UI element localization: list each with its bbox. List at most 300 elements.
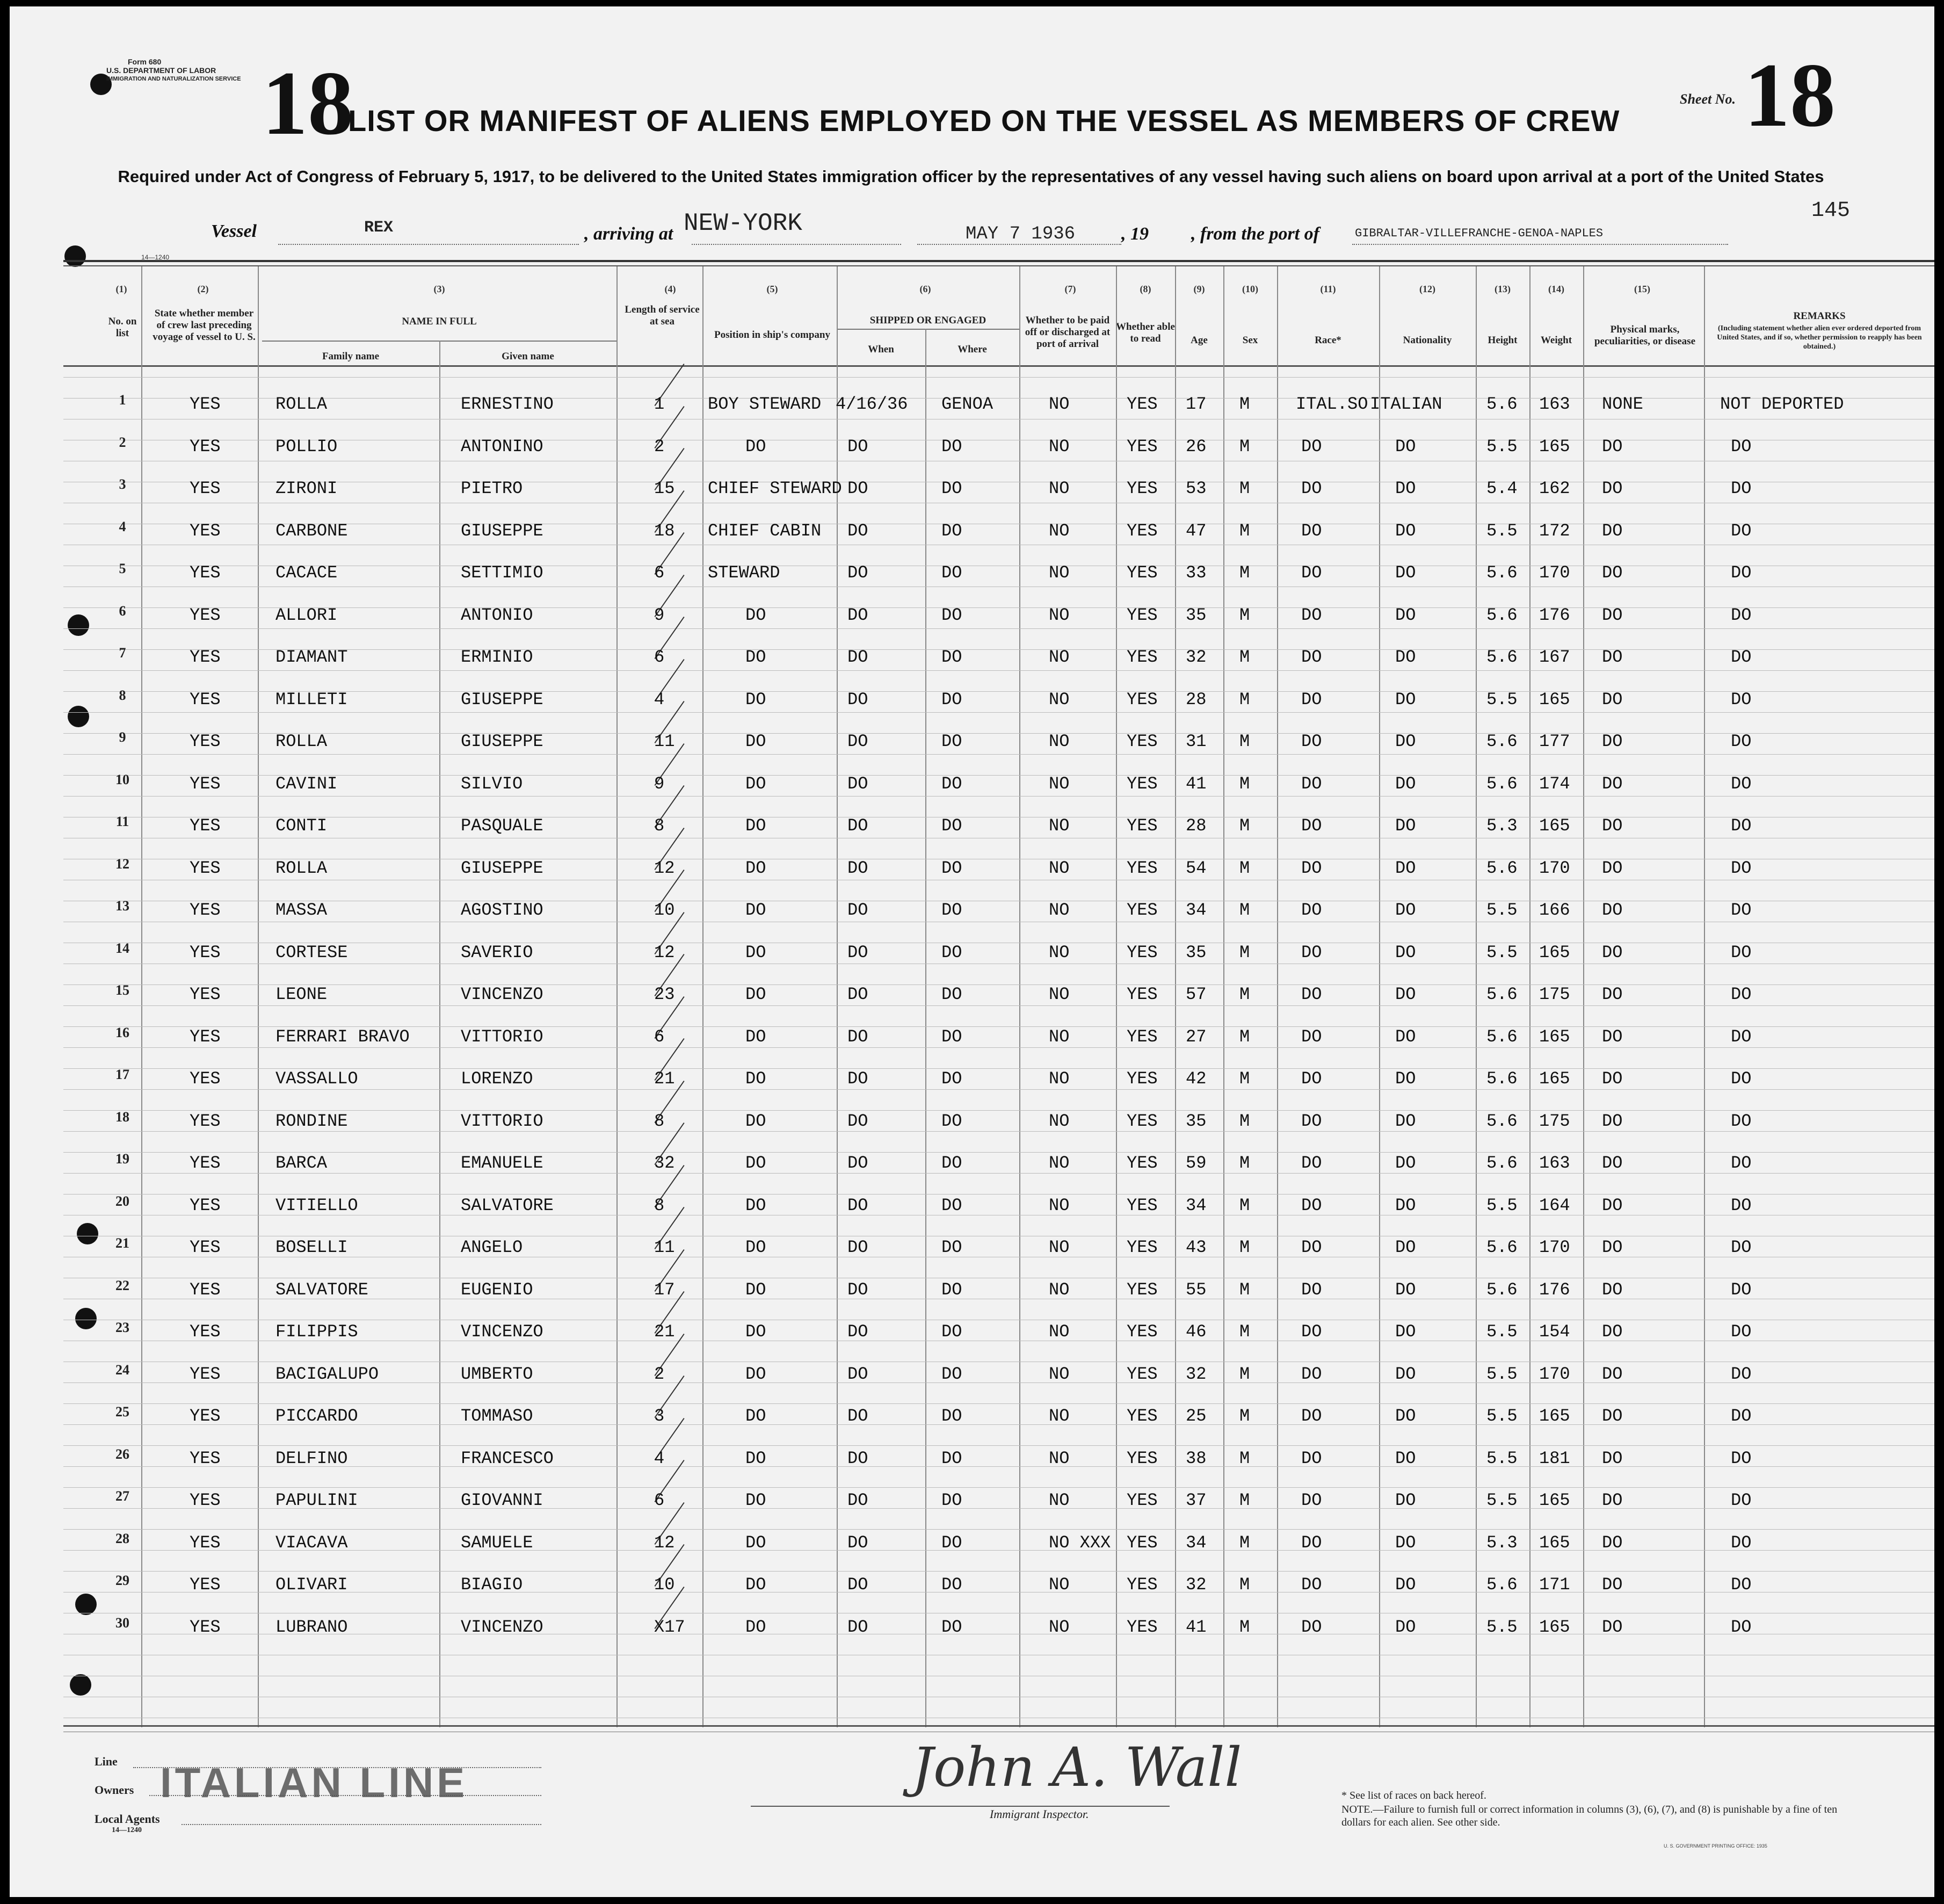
table-header	[10, 267, 1934, 375]
owners-label: Owners	[95, 1783, 134, 1797]
cell-service: 11	[654, 1237, 675, 1257]
cell-race: DO	[1301, 647, 1322, 667]
cell-family: PAPULINI	[275, 1490, 358, 1510]
cell-marks: DO	[1602, 1237, 1623, 1257]
cell-sex: M	[1239, 773, 1250, 794]
cell-read: YES	[1127, 563, 1158, 583]
cell-race: DO	[1301, 1069, 1322, 1089]
cell-service: 10	[654, 900, 675, 920]
row-number: 24	[115, 1362, 129, 1378]
cell-age: 32	[1186, 647, 1207, 667]
cell-where: DO	[941, 1153, 962, 1173]
cell-weight: 171	[1539, 1575, 1570, 1595]
cell-given: GIUSEPPE	[461, 689, 543, 710]
col-header-race: Race*	[1315, 335, 1341, 346]
grid-rule	[63, 796, 1934, 797]
cell-where: DO	[941, 1111, 962, 1131]
cell-when: DO	[847, 1364, 868, 1384]
col-header-given-name: Given name	[502, 351, 554, 362]
cell-family: OLIVARI	[275, 1575, 348, 1595]
cell-nat: DO	[1395, 1490, 1416, 1510]
row-number: 5	[119, 561, 126, 576]
cell-nat: DO	[1395, 647, 1416, 667]
cell-family: BACIGALUPO	[275, 1364, 379, 1384]
cell-weight: 165	[1539, 689, 1570, 710]
col-header-weight: Weight	[1540, 335, 1572, 346]
cell-service: 6	[654, 1490, 665, 1510]
page-title: LIST OR MANIFEST OF ALIENS EMPLOYED ON THE VESSEL AS MEMBERS OF CREW	[348, 104, 1620, 137]
cell-service: 11	[654, 732, 675, 751]
cell-paid: NO	[1049, 1237, 1070, 1257]
cell-paid: NO	[1049, 773, 1070, 794]
cell-nat: DO	[1395, 1448, 1416, 1468]
cell-nat: DO	[1395, 1364, 1416, 1384]
cell-remarks: DO	[1731, 1490, 1752, 1510]
cell-marks: DO	[1602, 1195, 1623, 1215]
cell-when: DO	[847, 1322, 868, 1342]
cell-service: 2	[654, 1364, 665, 1384]
cell-prev: YES	[190, 1279, 221, 1300]
cell-weight: 165	[1539, 1532, 1570, 1553]
cell-given: GIOVANNI	[461, 1490, 543, 1510]
cell-when: DO	[847, 479, 868, 498]
cell-prev: YES	[190, 1406, 221, 1426]
cell-sex: M	[1239, 1279, 1250, 1300]
cell-paid: NO XXX	[1049, 1532, 1111, 1553]
col-header-nationality: Nationality	[1403, 335, 1452, 346]
cell-given: ANGELO	[461, 1237, 523, 1257]
cell-remarks: DO	[1731, 816, 1752, 836]
cell-height: 5.5	[1486, 1406, 1518, 1426]
cell-position: DO	[745, 647, 766, 667]
cell-service: 6	[654, 1026, 665, 1047]
row-number: 7	[119, 645, 126, 661]
cell-position: DO	[745, 1279, 766, 1300]
cell-height: 5.6	[1486, 1279, 1518, 1300]
cell-race: DO	[1301, 1532, 1322, 1553]
cell-where: DO	[941, 1322, 962, 1342]
cell-weight: 165	[1539, 1617, 1570, 1637]
cell-when: DO	[847, 1195, 868, 1215]
cell-when: DO	[847, 647, 868, 667]
cell-prev: YES	[190, 394, 221, 414]
cell-sex: M	[1239, 1069, 1250, 1089]
manifest-sheet	[10, 6, 1934, 1897]
punch-hole	[68, 706, 89, 727]
row-number: 19	[115, 1151, 129, 1167]
cell-race: DO	[1301, 773, 1322, 794]
cell-marks: DO	[1602, 563, 1623, 583]
cell-position: DO	[745, 605, 766, 625]
cell-position: DO	[745, 1448, 766, 1468]
cell-paid: NO	[1049, 1617, 1070, 1637]
cell-paid: NO	[1049, 1406, 1070, 1426]
cell-race: DO	[1301, 1364, 1322, 1384]
cell-height: 5.6	[1486, 1111, 1518, 1131]
cell-remarks: DO	[1731, 605, 1752, 625]
cell-given: LORENZO	[461, 1069, 533, 1089]
cell-remarks: DO	[1731, 1575, 1752, 1595]
cell-read: YES	[1127, 605, 1158, 625]
cell-service: 32	[654, 1153, 675, 1173]
cell-service: 9	[654, 605, 665, 625]
cell-given: GIUSEPPE	[461, 732, 543, 751]
col-header-no-on-list: No. on list	[108, 316, 137, 339]
cell-prev: YES	[190, 1153, 221, 1173]
cell-prev: YES	[190, 520, 221, 541]
cell-sex: M	[1239, 563, 1250, 583]
col-header-physical-marks: Physical marks, peculiarities, or disease	[1594, 324, 1696, 347]
cell-nat: DO	[1395, 1069, 1416, 1089]
cell-given: VINCENZO	[461, 1322, 543, 1342]
line-label: Line	[95, 1755, 118, 1768]
cell-race: DO	[1301, 1279, 1322, 1300]
row-number: 27	[115, 1488, 129, 1504]
cell-family: POLLIO	[275, 436, 338, 457]
cell-age: 35	[1186, 942, 1207, 962]
cell-sex: M	[1239, 1490, 1250, 1510]
cell-height: 5.5	[1486, 520, 1518, 541]
cell-where: DO	[941, 1069, 962, 1089]
cell-prev: YES	[190, 1322, 221, 1342]
cell-nat: DO	[1395, 520, 1416, 541]
cell-read: YES	[1127, 1617, 1158, 1637]
row-number: 11	[115, 814, 129, 829]
cell-position: CHIEF STEWARD	[708, 479, 842, 498]
col-4-number: (4)	[664, 284, 676, 294]
row-number: 12	[115, 856, 129, 872]
cell-family: MILLETI	[275, 689, 348, 710]
cell-service: 12	[654, 858, 675, 878]
cell-read: YES	[1127, 816, 1158, 836]
cell-marks: DO	[1602, 732, 1623, 751]
row-number: 18	[115, 1109, 129, 1125]
cell-read: YES	[1127, 436, 1158, 457]
cell-age: 34	[1186, 1532, 1207, 1553]
cell-age: 17	[1186, 394, 1207, 414]
cell-family: VITIELLO	[275, 1195, 358, 1215]
cell-sex: M	[1239, 942, 1250, 962]
col-11-number: (11)	[1320, 284, 1336, 294]
cell-service: 8	[654, 816, 665, 836]
cell-position: DO	[745, 773, 766, 794]
cell-remarks: DO	[1731, 1617, 1752, 1637]
cell-age: 41	[1186, 773, 1207, 794]
cell-prev: YES	[190, 436, 221, 457]
cell-remarks: DO	[1731, 858, 1752, 878]
cell-prev: YES	[190, 1069, 221, 1089]
cell-age: 37	[1186, 1490, 1207, 1510]
cell-age: 28	[1186, 689, 1207, 710]
cell-nat: DO	[1395, 1111, 1416, 1131]
cell-where: DO	[941, 1532, 962, 1553]
cell-weight: 154	[1539, 1322, 1570, 1342]
cell-sex: M	[1239, 1111, 1250, 1131]
row-number: 26	[115, 1446, 129, 1462]
col-header-when: When	[868, 344, 894, 355]
col-10-number: (10)	[1242, 284, 1258, 294]
cell-prev: YES	[190, 647, 221, 667]
grid-rule	[63, 1571, 1934, 1572]
cell-read: YES	[1127, 773, 1158, 794]
cell-race: DO	[1301, 563, 1322, 583]
cell-weight: 164	[1539, 1195, 1570, 1215]
cell-height: 5.4	[1486, 479, 1518, 498]
cell-paid: NO	[1049, 1069, 1070, 1089]
row-number: 13	[115, 898, 129, 914]
cell-weight: 165	[1539, 436, 1570, 457]
cell-service: 8	[654, 1195, 665, 1215]
cell-paid: NO	[1049, 563, 1070, 583]
cell-paid: NO	[1049, 647, 1070, 667]
cell-remarks: DO	[1731, 732, 1752, 751]
cell-service: 6	[654, 563, 665, 583]
cell-sex: M	[1239, 1364, 1250, 1384]
cell-marks: DO	[1602, 900, 1623, 920]
cell-read: YES	[1127, 1575, 1158, 1595]
cell-height: 5.6	[1486, 563, 1518, 583]
cell-read: YES	[1127, 1364, 1158, 1384]
cell-read: YES	[1127, 1237, 1158, 1257]
cell-nat: DO	[1395, 563, 1416, 583]
cell-service: 4	[654, 689, 665, 710]
cell-marks: DO	[1602, 1111, 1623, 1131]
cell-prev: YES	[190, 689, 221, 710]
small-form-code: 14—1240	[141, 254, 170, 261]
cell-race: DO	[1301, 1448, 1322, 1468]
cell-nat: DO	[1395, 858, 1416, 878]
cell-race: DO	[1301, 1575, 1322, 1595]
cell-marks: DO	[1602, 1575, 1623, 1595]
cell-marks: DO	[1602, 858, 1623, 878]
cell-read: YES	[1127, 1448, 1158, 1468]
cell-nat: ITALIAN	[1370, 394, 1442, 414]
cell-paid: NO	[1049, 942, 1070, 962]
cell-where: DO	[941, 605, 962, 625]
cell-weight: 162	[1539, 479, 1570, 498]
grid-rule	[63, 1152, 1934, 1153]
col-12-number: (12)	[1419, 284, 1435, 294]
grid-rule	[63, 1403, 1934, 1404]
cell-where: DO	[941, 1575, 962, 1595]
cell-position: DO	[745, 900, 766, 920]
cell-prev: YES	[190, 858, 221, 878]
cell-family: CARBONE	[275, 520, 348, 541]
cell-age: 32	[1186, 1364, 1207, 1384]
cell-marks: DO	[1602, 942, 1623, 962]
cell-when: DO	[847, 732, 868, 751]
cell-where: DO	[941, 689, 962, 710]
row-number: 9	[119, 729, 126, 745]
cell-given: ANTONINO	[461, 436, 543, 457]
cell-remarks: DO	[1731, 900, 1752, 920]
cell-when: DO	[847, 563, 868, 583]
page-subtitle: Required under Act of Congress of February 5, 1917, to be delivered to the United States immigration officer by the representatives of any vessel having such aliens on board upon arrival at a port of the United States	[118, 167, 1824, 186]
cell-position: DO	[745, 1364, 766, 1384]
cell-given: GIUSEPPE	[461, 858, 543, 878]
cell-age: 57	[1186, 984, 1207, 1004]
punch-hole	[64, 245, 86, 267]
col-3-number: (3)	[433, 284, 445, 294]
cell-where: DO	[941, 942, 962, 962]
cell-family: CORTESE	[275, 942, 348, 962]
cell-height: 5.5	[1486, 1617, 1518, 1637]
department-name: U.S. DEPARTMENT OF LABOR	[106, 66, 216, 75]
grid-rule	[63, 1089, 1934, 1090]
cell-nat: DO	[1395, 1153, 1416, 1173]
cell-when: DO	[847, 900, 868, 920]
cell-given: BIAGIO	[461, 1575, 523, 1595]
cell-remarks: DO	[1731, 1237, 1752, 1257]
cell-race: DO	[1301, 1026, 1322, 1047]
cell-position: DO	[745, 1026, 766, 1047]
cell-marks: DO	[1602, 1448, 1623, 1468]
cell-given: VINCENZO	[461, 984, 543, 1004]
cell-sex: M	[1239, 1153, 1250, 1173]
col-header-position: Position in ship's company	[714, 329, 830, 341]
cell-weight: 176	[1539, 605, 1570, 625]
col-header-sex: Sex	[1242, 335, 1258, 346]
cell-prev: YES	[190, 1237, 221, 1257]
cell-marks: DO	[1602, 1490, 1623, 1510]
cell-given: SILVIO	[461, 773, 523, 794]
cell-age: 41	[1186, 1617, 1207, 1637]
grid-rule	[63, 377, 1934, 378]
cell-family: CACACE	[275, 563, 338, 583]
cell-remarks: DO	[1731, 479, 1752, 498]
cell-sex: M	[1239, 1448, 1250, 1468]
cell-family: VASSALLO	[275, 1069, 358, 1089]
cell-nat: DO	[1395, 605, 1416, 625]
cell-marks: DO	[1602, 1279, 1623, 1300]
cell-nat: DO	[1395, 1575, 1416, 1595]
cell-sex: M	[1239, 816, 1250, 836]
cell-nat: DO	[1395, 1279, 1416, 1300]
cell-where: DO	[941, 732, 962, 751]
cell-weight: 165	[1539, 1069, 1570, 1089]
punch-hole	[75, 1594, 97, 1615]
col-header-name-in-full: NAME IN FULL	[402, 316, 477, 327]
cell-age: 25	[1186, 1406, 1207, 1426]
cell-race: DO	[1301, 732, 1322, 751]
footer-form-code: 14—1240	[112, 1826, 142, 1834]
cell-prev: YES	[190, 1195, 221, 1215]
cell-read: YES	[1127, 732, 1158, 751]
cell-age: 47	[1186, 520, 1207, 541]
col-6-number: (6)	[919, 284, 931, 294]
cell-sex: M	[1239, 605, 1250, 625]
row-number: 1	[119, 392, 126, 408]
row-number: 8	[119, 687, 126, 703]
col-header-length-of-service: Length of service at sea	[625, 304, 700, 327]
cell-sex: M	[1239, 858, 1250, 878]
cell-service: 3	[654, 1406, 665, 1426]
cell-sex: M	[1239, 984, 1250, 1004]
vessel-name: REX	[364, 219, 394, 237]
cell-height: 5.6	[1486, 1237, 1518, 1257]
cell-remarks: DO	[1731, 1069, 1752, 1089]
cell-nat: DO	[1395, 732, 1416, 751]
cell-marks: DO	[1602, 1364, 1623, 1384]
cell-read: YES	[1127, 858, 1158, 878]
inspector-signature: John A. Wall	[912, 1736, 1242, 1799]
cell-position: CHIEF CABIN	[708, 520, 822, 541]
cell-prev: YES	[190, 1111, 221, 1131]
row-number: 10	[115, 771, 129, 787]
departure-ports: GIBRALTAR-VILLEFRANCHE-GENOA-NAPLES	[1355, 227, 1604, 240]
cell-position: BOY STEWARD	[708, 394, 822, 414]
cell-where: DO	[941, 1279, 962, 1300]
cell-when: DO	[847, 605, 868, 625]
cell-height: 5.6	[1486, 605, 1518, 625]
cell-weight: 163	[1539, 394, 1570, 414]
sheet-number-large-right: 18	[1744, 45, 1836, 146]
cell-family: ROLLA	[275, 732, 328, 751]
cell-height: 5.5	[1486, 436, 1518, 457]
cell-race: DO	[1301, 689, 1322, 710]
cell-height: 5.6	[1486, 1026, 1518, 1047]
cell-paid: NO	[1049, 732, 1070, 751]
cell-prev: YES	[190, 1575, 221, 1595]
cell-sex: M	[1239, 479, 1250, 498]
cell-family: ROLLA	[275, 858, 328, 878]
cell-race: ITAL.SO	[1296, 394, 1368, 414]
cell-when: DO	[847, 858, 868, 878]
italian-line-stamp: ITALIAN LINE	[160, 1759, 468, 1806]
cell-nat: DO	[1395, 1617, 1416, 1637]
col-15-number: (15)	[1634, 284, 1650, 294]
cell-given: SAVERIO	[461, 942, 533, 962]
cell-height: 5.5	[1486, 1364, 1518, 1384]
cell-service: 23	[654, 984, 675, 1004]
cell-read: YES	[1127, 1026, 1158, 1047]
cell-service: 9	[654, 773, 665, 794]
sheet-number-large-left: 18	[262, 53, 353, 154]
grid-rule	[63, 712, 1934, 713]
cell-when: DO	[847, 1448, 868, 1468]
cell-weight: 172	[1539, 520, 1570, 541]
cell-family: CAVINI	[275, 773, 338, 794]
cell-position: STEWARD	[708, 563, 780, 583]
cell-weight: 165	[1539, 1490, 1570, 1510]
cell-weight: 165	[1539, 1406, 1570, 1426]
cell-sex: M	[1239, 732, 1250, 751]
cell-marks: NONE	[1602, 394, 1643, 414]
grid-rule	[63, 1173, 1934, 1174]
cell-when: DO	[847, 1279, 868, 1300]
cell-sex: M	[1239, 1532, 1250, 1553]
cell-read: YES	[1127, 1279, 1158, 1300]
cell-marks: DO	[1602, 647, 1623, 667]
cell-family: PICCARDO	[275, 1406, 358, 1426]
cell-prev: YES	[190, 816, 221, 836]
cell-remarks: DO	[1731, 1195, 1752, 1215]
cell-marks: DO	[1602, 1153, 1623, 1173]
cell-prev: YES	[190, 563, 221, 583]
cell-height: 5.6	[1486, 773, 1518, 794]
cell-where: DO	[941, 1406, 962, 1426]
cell-service: 17	[654, 1279, 675, 1300]
grid-rule	[63, 628, 1934, 629]
cell-when: DO	[847, 689, 868, 710]
col-5-number: (5)	[766, 284, 778, 294]
col-header-height: Height	[1488, 335, 1518, 346]
cell-paid: NO	[1049, 436, 1070, 457]
cell-given: UMBERTO	[461, 1364, 533, 1384]
cell-paid: NO	[1049, 1490, 1070, 1510]
signature-label: Immigrant Inspector.	[990, 1807, 1089, 1821]
cell-weight: 176	[1539, 1279, 1570, 1300]
